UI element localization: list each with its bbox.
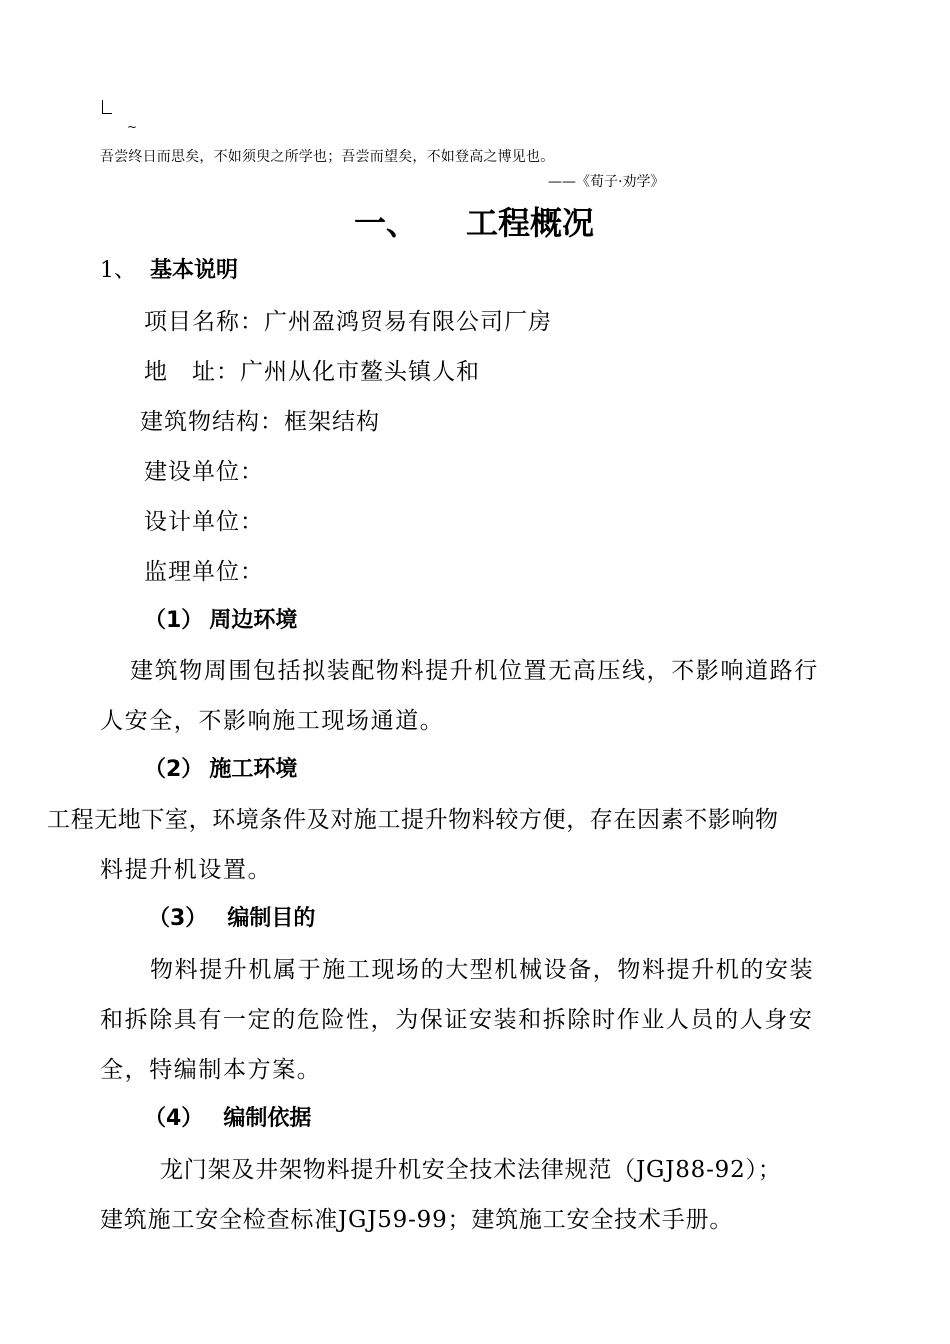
epigraph-source: ——《荀子·劝学》: [548, 174, 665, 190]
subsection-number: （1）: [144, 608, 204, 633]
project-name-line: 项目名称：广州盈鸿贸易有限公司厂房: [144, 309, 552, 335]
section-title: 基本说明: [150, 258, 239, 283]
subsection-heading-construction: [144, 752, 297, 783]
chapter-number: 一、: [354, 204, 419, 242]
chapter-title: 工程概况: [466, 204, 595, 242]
tilde-mark: ~: [127, 120, 138, 134]
chapter-heading: [354, 198, 594, 244]
paragraph-line: 工程无地下室，环境条件及对施工提升物料较方便，存在因素不影响物: [47, 807, 779, 833]
section-number: 1、: [100, 258, 136, 283]
subsection-title: 编制依据: [223, 1106, 312, 1131]
paragraph-line: 建筑物周围包括拟装配物料提升机位置无高压线，不影响道路行: [130, 658, 819, 684]
subsection-number: （4）: [144, 1106, 204, 1131]
designer-line: 设计单位：: [144, 509, 264, 535]
builder-line: 建设单位：: [144, 459, 264, 485]
paragraph-line: 建筑施工安全检查标准JGJ59-99；建筑施工安全技术手册。: [100, 1207, 734, 1233]
supervisor-line: 监理单位：: [144, 559, 264, 585]
subsection-title: 周边环境: [209, 608, 298, 633]
paragraph-line: 料提升机设置。: [100, 857, 273, 883]
subsection-title: 编制目的: [227, 906, 316, 931]
subsection-heading-purpose: [148, 901, 315, 932]
paragraph-line: 人安全，不影响施工现场通道。: [100, 708, 445, 734]
subsection-title: 施工环境: [209, 757, 298, 782]
subsection-number: （2）: [144, 757, 204, 782]
underscore-mark: [103, 113, 112, 114]
paragraph-line: 全，特编制本方案。: [100, 1057, 322, 1083]
address-line: 地 址：广州从化市鳌头镇人和: [144, 359, 480, 385]
paragraph-line: 和拆除具有一定的危险性，为保证安装和拆除时作业人员的人身安: [100, 1007, 814, 1033]
subsection-heading-basis: [144, 1101, 311, 1132]
section-heading: [100, 253, 238, 284]
structure-line: 建筑物结构：框架结构: [140, 409, 380, 435]
paragraph-line: 龙门架及井架物料提升机安全技术法律规范（JGJ88-92）；: [160, 1157, 782, 1183]
subsection-number: （3）: [148, 906, 208, 931]
paragraph-line: 物料提升机属于施工现场的大型机械设备，物料提升机的安装: [150, 957, 815, 983]
subsection-heading-surroundings: [144, 603, 297, 634]
text-cursor-mark: [102, 100, 103, 114]
epigraph-quote: 吾尝终日而思矣，不如须臾之所学也；吾尝而望矣，不如登高之博见也。: [100, 149, 555, 165]
